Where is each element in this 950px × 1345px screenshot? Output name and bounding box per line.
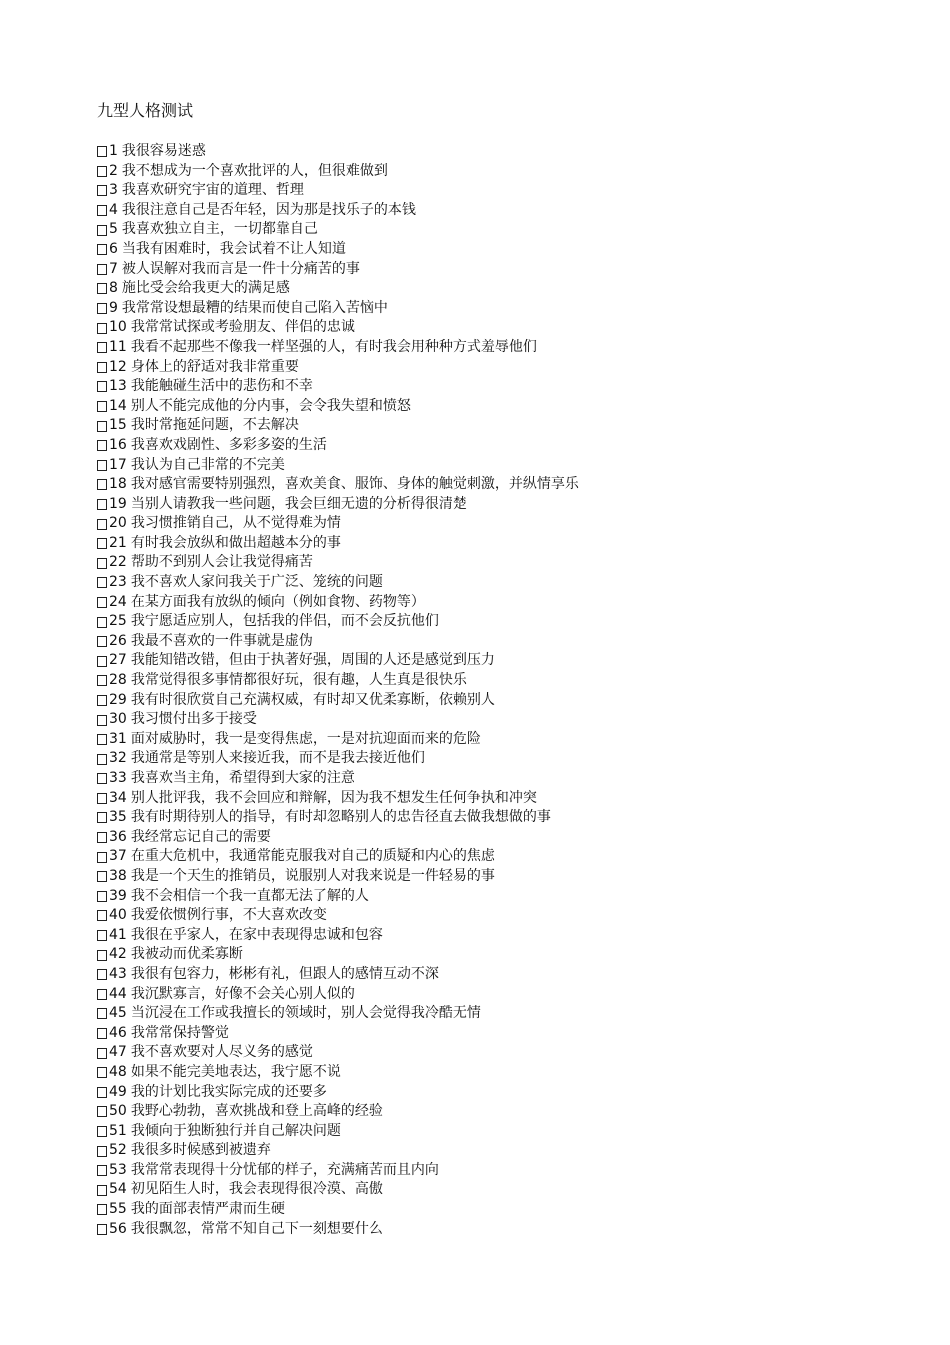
checkbox-icon[interactable] bbox=[97, 1185, 107, 1196]
question-number: 45 bbox=[109, 1005, 127, 1022]
question-item bbox=[97, 808, 927, 828]
question-number: 56 bbox=[109, 1220, 127, 1237]
question-number: 16 bbox=[109, 436, 127, 453]
question-item bbox=[97, 260, 927, 280]
question-number: 11 bbox=[109, 338, 127, 355]
checkbox-icon[interactable] bbox=[97, 636, 107, 647]
checkbox-icon[interactable] bbox=[97, 1126, 107, 1137]
question-text: 在某方面我有放纵的倾向（例如食物、药物等） bbox=[130, 593, 425, 610]
checkbox-icon[interactable] bbox=[97, 871, 107, 882]
question-number: 44 bbox=[109, 985, 127, 1002]
checkbox-icon[interactable] bbox=[97, 1067, 107, 1078]
question-number: 46 bbox=[109, 1024, 127, 1041]
question-text: 我对感官需要特别强烈，喜欢美食、服饰、身体的触觉刺激，并纵情享乐 bbox=[130, 476, 579, 493]
checkbox-icon[interactable] bbox=[97, 460, 107, 471]
question-text: 我常常表现得十分忧郁的样子，充满痛苦而且内向 bbox=[130, 1161, 439, 1178]
checkbox-icon[interactable] bbox=[97, 166, 107, 177]
question-number: 2 bbox=[109, 162, 118, 179]
checkbox-icon[interactable] bbox=[97, 558, 107, 569]
question-item bbox=[97, 279, 927, 299]
checkbox-icon[interactable] bbox=[97, 773, 107, 784]
question-item bbox=[97, 847, 927, 867]
question-text: 我很飘忽，常常不知自己下一刻想要什么 bbox=[130, 1220, 383, 1237]
question-number: 52 bbox=[109, 1142, 127, 1159]
document-title: 九型人格测试 bbox=[97, 101, 194, 120]
question-text: 别人不能完成他的分内事，会令我失望和愤怒 bbox=[130, 397, 411, 414]
question-item bbox=[97, 495, 927, 515]
question-number: 47 bbox=[109, 1044, 127, 1061]
checkbox-icon[interactable] bbox=[97, 185, 107, 196]
question-number: 49 bbox=[109, 1083, 127, 1100]
question-number: 32 bbox=[109, 750, 127, 767]
question-text: 有时我会放纵和做出超越本分的事 bbox=[130, 534, 341, 551]
question-number: 41 bbox=[109, 926, 127, 943]
question-item bbox=[97, 1024, 927, 1044]
checkbox-icon[interactable] bbox=[97, 577, 107, 588]
question-number: 15 bbox=[109, 417, 127, 434]
question-item bbox=[97, 769, 927, 789]
question-number: 28 bbox=[109, 672, 127, 689]
question-text: 我很有包容力，彬彬有礼，但跟人的感情互动不深 bbox=[130, 965, 439, 982]
question-text: 我倾向于独断独行并自己解决问题 bbox=[130, 1122, 341, 1139]
question-text: 我常常保持警觉 bbox=[130, 1024, 229, 1041]
question-item bbox=[97, 142, 927, 162]
checkbox-icon[interactable] bbox=[97, 891, 107, 902]
question-number: 54 bbox=[109, 1181, 127, 1198]
question-item bbox=[97, 789, 927, 809]
question-text: 我有时很欣赏自己充满权威，有时却又优柔寡断，依赖别人 bbox=[130, 691, 495, 708]
question-text: 我通常是等别人来接近我，而不是我去接近他们 bbox=[130, 750, 425, 767]
checkbox-icon[interactable] bbox=[97, 244, 107, 255]
checkbox-icon[interactable] bbox=[97, 1087, 107, 1098]
question-item bbox=[97, 1141, 927, 1161]
question-number: 48 bbox=[109, 1063, 127, 1080]
checkbox-icon[interactable] bbox=[97, 832, 107, 843]
question-item bbox=[97, 945, 927, 965]
checkbox-icon[interactable] bbox=[97, 538, 107, 549]
question-text: 我很容易迷惑 bbox=[121, 143, 206, 159]
checkbox-icon[interactable] bbox=[97, 303, 107, 314]
question-item bbox=[97, 240, 927, 260]
checkbox-icon[interactable] bbox=[97, 342, 107, 353]
question-number: 4 bbox=[109, 201, 118, 218]
question-item bbox=[97, 1161, 927, 1181]
question-text: 我不想成为一个喜欢批评的人，但很难做到 bbox=[121, 162, 388, 179]
question-text: 我时常拖延问题，不去解决 bbox=[130, 417, 299, 434]
question-number: 31 bbox=[109, 730, 127, 747]
question-item bbox=[97, 573, 927, 593]
question-number: 22 bbox=[109, 554, 127, 571]
checkbox-icon[interactable] bbox=[97, 969, 107, 980]
question-text: 我很注意自己是否年轻，因为那是找乐子的本钱 bbox=[121, 201, 416, 218]
question-text: 我认为自己非常的不完美 bbox=[130, 456, 285, 473]
question-text: 我野心勃勃，喜欢挑战和登上高峰的经验 bbox=[130, 1103, 383, 1120]
checkbox-icon[interactable] bbox=[97, 1028, 107, 1039]
question-item bbox=[97, 828, 927, 848]
question-item bbox=[97, 1102, 927, 1122]
question-text: 我能触碰生活中的悲伤和不幸 bbox=[130, 378, 313, 395]
question-text: 我最不喜欢的一件事就是虚伪 bbox=[130, 632, 313, 649]
question-text: 我喜欢研究宇宙的道理、哲理 bbox=[121, 182, 304, 199]
question-text: 当沉浸在工作或我擅长的领域时，别人会觉得我冷酷无情 bbox=[130, 1005, 481, 1022]
question-text: 施比受会给我更大的满足感 bbox=[121, 280, 290, 297]
question-item bbox=[97, 436, 927, 456]
question-item bbox=[97, 710, 927, 730]
question-text: 我习惯推销自己，从不觉得难为情 bbox=[130, 515, 341, 532]
question-item bbox=[97, 1004, 927, 1024]
question-number: 8 bbox=[109, 280, 118, 297]
question-item bbox=[97, 1122, 927, 1142]
question-text: 如果不能完美地表达，我宁愿不说 bbox=[130, 1063, 341, 1080]
checkbox-icon[interactable] bbox=[97, 715, 107, 726]
checkbox-icon[interactable] bbox=[97, 910, 107, 921]
question-item bbox=[97, 318, 927, 338]
question-text: 初见陌生人时，我会表现得很冷漠、高傲 bbox=[130, 1181, 383, 1198]
checkbox-icon[interactable] bbox=[97, 1165, 107, 1176]
checkbox-icon[interactable] bbox=[97, 754, 107, 765]
checkbox-icon[interactable] bbox=[97, 656, 107, 667]
question-text: 我沉默寡言，好像不会关心别人似的 bbox=[130, 985, 355, 1002]
question-text: 我常常设想最糟的结果而使自己陷入苦恼中 bbox=[121, 299, 388, 316]
question-text: 别人批评我，我不会回应和辩解，因为我不想发生任何争执和冲突 bbox=[130, 789, 537, 806]
checkbox-icon[interactable] bbox=[97, 1106, 107, 1117]
question-item bbox=[97, 749, 927, 769]
question-text: 当我有困难时，我会试着不让人知道 bbox=[121, 240, 346, 257]
checkbox-icon[interactable] bbox=[97, 225, 107, 236]
question-item bbox=[97, 553, 927, 573]
question-item bbox=[97, 220, 927, 240]
checkbox-icon[interactable] bbox=[97, 146, 107, 157]
checkbox-icon[interactable] bbox=[97, 1204, 107, 1215]
question-number: 30 bbox=[109, 711, 127, 728]
question-item bbox=[97, 358, 927, 378]
question-item bbox=[97, 671, 927, 691]
question-text: 我常常试探或考验朋友、伴侣的忠诚 bbox=[130, 319, 355, 336]
question-number: 17 bbox=[109, 456, 127, 473]
question-text: 面对威胁时，我一是变得焦虑，一是对抗迎面而来的危险 bbox=[130, 730, 481, 747]
question-item bbox=[97, 338, 927, 358]
checkbox-icon[interactable] bbox=[97, 1146, 107, 1157]
question-text: 我喜欢戏剧性、多彩多姿的生活 bbox=[130, 436, 327, 453]
question-number: 26 bbox=[109, 632, 127, 649]
question-text: 我宁愿适应别人，包括我的伴侣，而不会反抗他们 bbox=[130, 613, 439, 630]
checkbox-icon[interactable] bbox=[97, 421, 107, 432]
question-number: 25 bbox=[109, 613, 127, 630]
question-text: 我经常忘记自己的需要 bbox=[130, 828, 271, 845]
question-item bbox=[97, 1220, 927, 1240]
checkbox-icon[interactable] bbox=[97, 362, 107, 373]
question-number: 7 bbox=[109, 260, 118, 277]
checkbox-icon[interactable] bbox=[97, 793, 107, 804]
checkbox-icon[interactable] bbox=[97, 989, 107, 1000]
question-number: 12 bbox=[109, 358, 127, 375]
question-text: 我喜欢独立自主，一切都靠自己 bbox=[121, 221, 318, 238]
question-item bbox=[97, 377, 927, 397]
question-number: 20 bbox=[109, 515, 127, 532]
question-number: 13 bbox=[109, 378, 127, 395]
checkbox-icon[interactable] bbox=[97, 323, 107, 334]
question-text: 我不喜欢要对人尽义务的感觉 bbox=[130, 1044, 313, 1061]
question-item bbox=[97, 397, 927, 417]
checkbox-icon[interactable] bbox=[97, 930, 107, 941]
question-text: 我习惯付出多于接受 bbox=[130, 711, 257, 728]
question-number: 6 bbox=[109, 240, 118, 257]
question-number: 40 bbox=[109, 907, 127, 924]
question-text: 被人误解对我而言是一件十分痛苦的事 bbox=[121, 260, 360, 277]
checkbox-icon[interactable] bbox=[97, 1008, 107, 1019]
question-item bbox=[97, 926, 927, 946]
question-item bbox=[97, 651, 927, 671]
checkbox-icon[interactable] bbox=[97, 812, 107, 823]
question-number: 1 bbox=[109, 143, 118, 159]
question-number: 10 bbox=[109, 319, 127, 336]
checkbox-icon[interactable] bbox=[97, 597, 107, 608]
question-number: 5 bbox=[109, 221, 118, 238]
question-item bbox=[97, 1063, 927, 1083]
question-number: 21 bbox=[109, 534, 127, 551]
checkbox-icon[interactable] bbox=[97, 264, 107, 275]
question-text: 我喜欢当主角，希望得到大家的注意 bbox=[130, 770, 355, 786]
question-item bbox=[97, 985, 927, 1005]
question-item bbox=[97, 691, 927, 711]
question-number: 18 bbox=[109, 476, 127, 493]
question-number: 43 bbox=[109, 965, 127, 982]
question-item bbox=[97, 534, 927, 554]
question-number: 34 bbox=[109, 789, 127, 806]
checkbox-icon[interactable] bbox=[97, 205, 107, 216]
question-text: 我看不起那些不像我一样坚强的人，有时我会用种种方式羞辱他们 bbox=[130, 338, 537, 355]
question-text: 我能知错改错，但由于执著好强，周围的人还是感觉到压力 bbox=[130, 652, 495, 669]
question-item bbox=[97, 632, 927, 652]
checkbox-icon[interactable] bbox=[97, 401, 107, 412]
question-number: 50 bbox=[109, 1103, 127, 1120]
question-item bbox=[97, 416, 927, 436]
question-text: 我的计划比我实际完成的还要多 bbox=[130, 1083, 327, 1100]
checkbox-icon[interactable] bbox=[97, 675, 107, 686]
checkbox-icon[interactable] bbox=[97, 734, 107, 745]
question-number: 14 bbox=[109, 397, 127, 414]
question-number: 55 bbox=[109, 1201, 127, 1218]
question-number: 37 bbox=[109, 848, 127, 865]
question-item bbox=[97, 514, 927, 534]
question-item bbox=[97, 593, 927, 613]
question-item bbox=[97, 965, 927, 985]
question-number: 38 bbox=[109, 867, 127, 884]
question-item bbox=[97, 201, 927, 221]
question-text: 我是一个天生的推销员，说服别人对我来说是一件轻易的事 bbox=[130, 867, 495, 884]
question-number: 53 bbox=[109, 1161, 127, 1178]
checkbox-icon[interactable] bbox=[97, 1048, 107, 1059]
question-number: 19 bbox=[109, 495, 127, 512]
checkbox-icon[interactable] bbox=[97, 479, 107, 490]
question-item bbox=[97, 730, 927, 750]
question-text: 当别人请教我一些问题，我会巨细无遗的分析得很清楚 bbox=[130, 495, 467, 512]
question-item bbox=[97, 456, 927, 476]
checkbox-icon[interactable] bbox=[97, 617, 107, 628]
question-number: 33 bbox=[109, 770, 127, 786]
question-text: 我常觉得很多事情都很好玩，很有趣，人生真是很快乐 bbox=[130, 672, 467, 689]
question-list bbox=[97, 142, 927, 1239]
question-text: 身体上的舒适对我非常重要 bbox=[130, 358, 299, 375]
question-text: 我爱依惯例行事，不大喜欢改变 bbox=[130, 907, 327, 924]
question-item bbox=[97, 162, 927, 182]
checkbox-icon[interactable] bbox=[97, 440, 107, 451]
document-page bbox=[97, 100, 927, 1239]
question-text: 我很在乎家人，在家中表现得忠诚和包容 bbox=[130, 926, 383, 943]
question-item bbox=[97, 906, 927, 926]
question-number: 35 bbox=[109, 809, 127, 826]
checkbox-icon[interactable] bbox=[97, 950, 107, 961]
question-item bbox=[97, 299, 927, 319]
question-item bbox=[97, 867, 927, 887]
checkbox-icon[interactable] bbox=[97, 852, 107, 863]
question-text: 帮助不到别人会让我觉得痛苦 bbox=[130, 554, 313, 571]
checkbox-icon[interactable] bbox=[97, 283, 107, 294]
question-number: 24 bbox=[109, 593, 127, 610]
checkbox-icon[interactable] bbox=[97, 1224, 107, 1235]
question-item bbox=[97, 1043, 927, 1063]
question-number: 27 bbox=[109, 652, 127, 669]
question-item bbox=[97, 612, 927, 632]
question-text: 在重大危机中，我通常能克服我对自己的质疑和内心的焦虑 bbox=[130, 848, 495, 865]
question-text: 我的面部表情严肃而生硬 bbox=[130, 1201, 285, 1218]
question-number: 36 bbox=[109, 828, 127, 845]
question-item bbox=[97, 1180, 927, 1200]
question-text: 我不会相信一个我一直都无法了解的人 bbox=[130, 887, 369, 904]
checkbox-icon[interactable] bbox=[97, 695, 107, 706]
checkbox-icon[interactable] bbox=[97, 381, 107, 392]
question-number: 9 bbox=[109, 299, 118, 316]
checkbox-icon[interactable] bbox=[97, 499, 107, 510]
question-text: 我不喜欢人家问我关于广泛、笼统的问题 bbox=[130, 574, 383, 591]
question-number: 3 bbox=[109, 182, 118, 199]
question-text: 我有时期待别人的指导，有时却忽略别人的忠告径直去做我想做的事 bbox=[130, 809, 551, 826]
question-item bbox=[97, 1083, 927, 1103]
question-number: 51 bbox=[109, 1122, 127, 1139]
question-number: 42 bbox=[109, 946, 127, 963]
question-item bbox=[97, 887, 927, 907]
question-text: 我很多时候感到被遗弃 bbox=[130, 1142, 271, 1159]
question-number: 39 bbox=[109, 887, 127, 904]
question-number: 29 bbox=[109, 691, 127, 708]
question-number: 23 bbox=[109, 574, 127, 591]
checkbox-icon[interactable] bbox=[97, 519, 107, 530]
question-text: 我被动而优柔寡断 bbox=[130, 946, 243, 963]
question-item bbox=[97, 475, 927, 495]
question-item bbox=[97, 1200, 927, 1220]
question-item bbox=[97, 181, 927, 201]
